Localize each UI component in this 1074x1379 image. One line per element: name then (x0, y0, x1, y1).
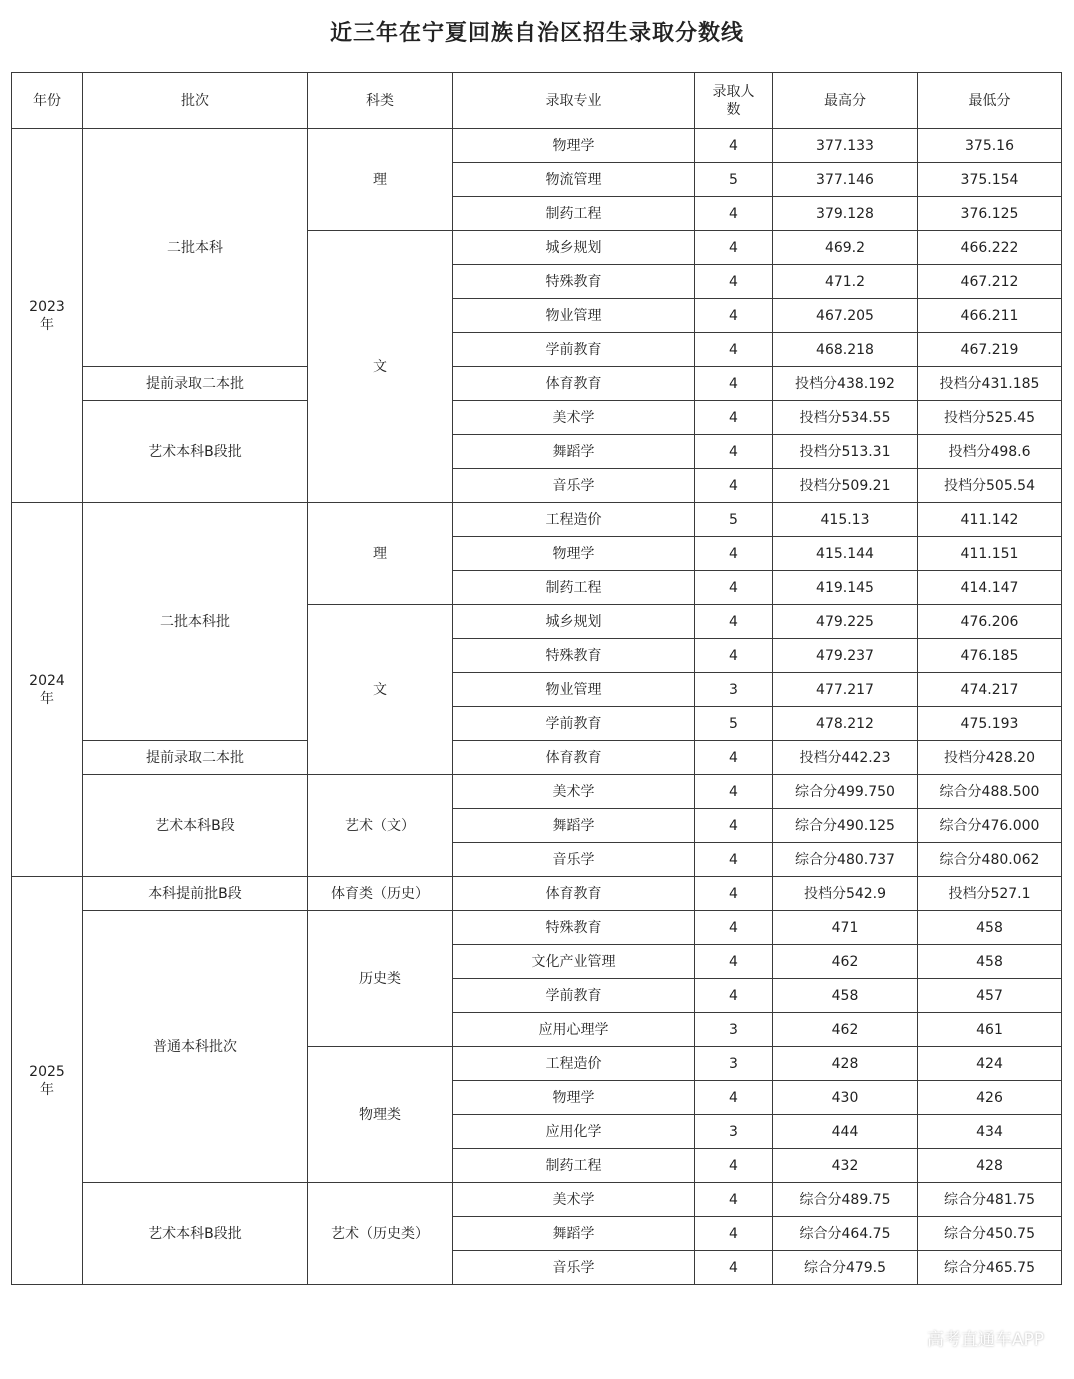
cell-min-score: 467.212 (918, 265, 1062, 299)
cell-major: 舞蹈学 (453, 809, 695, 843)
cell-batch: 艺术本科B段批 (83, 401, 308, 503)
cell-max-score: 462 (773, 1013, 918, 1047)
table-row (12, 877, 1062, 911)
cell-max-score: 467.205 (773, 299, 918, 333)
cell-major: 学前教育 (453, 707, 695, 741)
cell-min-score: 428 (918, 1149, 1062, 1183)
cell-max-score: 综合分464.75 (773, 1217, 918, 1251)
cell-min-score: 414.147 (918, 571, 1062, 605)
cell-max-score: 综合分499.750 (773, 775, 918, 809)
cell-min-score: 476.206 (918, 605, 1062, 639)
cell-batch: 二批本科批 (83, 503, 308, 741)
cell-max-score: 415.13 (773, 503, 918, 537)
page-title: 近三年在宁夏回族自治区招生录取分数线 (329, 21, 744, 46)
cell-min-score: 458 (918, 911, 1062, 945)
cell-min-score: 461 (918, 1013, 1062, 1047)
cell-count: 4 (695, 435, 773, 469)
table-row (12, 367, 1062, 401)
cell-max-score: 471 (773, 911, 918, 945)
cell-major: 物理学 (453, 1081, 695, 1115)
cell-count: 4 (695, 231, 773, 265)
cell-major: 音乐学 (453, 843, 695, 877)
cell-count: 3 (695, 673, 773, 707)
cell-category: 体育类（历史） (308, 877, 453, 911)
cell-min-score: 综合分476.000 (918, 809, 1062, 843)
cell-max-score: 444 (773, 1115, 918, 1149)
cell-min-score: 466.211 (918, 299, 1062, 333)
header-major: 录取专业 (453, 73, 695, 129)
cell-major: 特殊教育 (453, 911, 695, 945)
cell-min-score: 375.16 (918, 129, 1062, 163)
cell-major: 物流管理 (453, 163, 695, 197)
cell-major: 应用心理学 (453, 1013, 695, 1047)
cell-min-score: 综合分481.75 (918, 1183, 1062, 1217)
cell-major: 美术学 (453, 1183, 695, 1217)
table-row (12, 741, 1062, 775)
cell-major: 舞蹈学 (453, 1217, 695, 1251)
cell-max-score: 379.128 (773, 197, 918, 231)
cell-count: 4 (695, 129, 773, 163)
cell-min-score: 457 (918, 979, 1062, 1013)
cell-max-score: 471.2 (773, 265, 918, 299)
cell-batch: 二批本科 (83, 129, 308, 367)
cell-category: 物理类 (308, 1047, 453, 1183)
cell-max-score: 458 (773, 979, 918, 1013)
cell-count: 4 (695, 197, 773, 231)
cell-major: 制药工程 (453, 1149, 695, 1183)
header-year: 年份 (12, 73, 83, 129)
cell-max-score: 419.145 (773, 571, 918, 605)
cell-major: 城乡规划 (453, 231, 695, 265)
cell-batch: 提前录取二本批 (83, 741, 308, 775)
cell-major: 物业管理 (453, 299, 695, 333)
cell-min-score: 投档分498.6 (918, 435, 1062, 469)
cell-major: 特殊教育 (453, 639, 695, 673)
cell-category: 文 (308, 605, 453, 775)
admission-score-table (11, 72, 1062, 1285)
cell-count: 3 (695, 1013, 773, 1047)
cell-category: 理 (308, 503, 453, 605)
cell-count: 4 (695, 1183, 773, 1217)
cell-count: 4 (695, 1081, 773, 1115)
table-row (12, 1183, 1062, 1217)
cell-major: 舞蹈学 (453, 435, 695, 469)
header-min-score: 最低分 (918, 73, 1062, 129)
table-body (12, 129, 1062, 1285)
cell-max-score: 469.2 (773, 231, 918, 265)
cell-category: 文 (308, 231, 453, 503)
cell-max-score: 投档分534.55 (773, 401, 918, 435)
cell-count: 4 (695, 911, 773, 945)
cell-min-score: 411.151 (918, 537, 1062, 571)
cell-max-score: 462 (773, 945, 918, 979)
cell-major: 美术学 (453, 401, 695, 435)
cell-major: 文化产业管理 (453, 945, 695, 979)
cell-count: 4 (695, 1251, 773, 1285)
cell-count: 4 (695, 877, 773, 911)
cell-count: 4 (695, 571, 773, 605)
cell-major: 美术学 (453, 775, 695, 809)
cell-count: 5 (695, 707, 773, 741)
cell-count: 4 (695, 741, 773, 775)
cell-major: 学前教育 (453, 333, 695, 367)
cell-batch: 艺术本科B段 (83, 775, 308, 877)
cell-count: 4 (695, 265, 773, 299)
cell-count: 4 (695, 809, 773, 843)
cell-min-score: 476.185 (918, 639, 1062, 673)
cell-min-score: 综合分450.75 (918, 1217, 1062, 1251)
cell-min-score: 综合分480.062 (918, 843, 1062, 877)
cell-count: 4 (695, 945, 773, 979)
cell-major: 体育教育 (453, 367, 695, 401)
cell-min-score: 投档分527.1 (918, 877, 1062, 911)
cell-max-score: 投档分442.23 (773, 741, 918, 775)
cell-max-score: 377.133 (773, 129, 918, 163)
cell-min-score: 投档分431.185 (918, 367, 1062, 401)
cell-year: 2025年 (12, 877, 83, 1285)
cell-min-score: 466.222 (918, 231, 1062, 265)
table-row (12, 503, 1062, 537)
cell-min-score: 投档分428.20 (918, 741, 1062, 775)
cell-count: 4 (695, 469, 773, 503)
watermark: 高考直通车APP (926, 1330, 1044, 1350)
cell-category: 艺术（文） (308, 775, 453, 877)
cell-max-score: 投档分438.192 (773, 367, 918, 401)
cell-major: 物理学 (453, 129, 695, 163)
cell-count: 4 (695, 367, 773, 401)
cell-category: 理 (308, 129, 453, 231)
cell-count: 3 (695, 1115, 773, 1149)
cell-major: 体育教育 (453, 741, 695, 775)
cell-max-score: 479.237 (773, 639, 918, 673)
cell-min-score: 375.154 (918, 163, 1062, 197)
cell-max-score: 投档分542.9 (773, 877, 918, 911)
cell-count: 4 (695, 401, 773, 435)
header-count: 录取人数 (695, 73, 773, 129)
cell-batch: 提前录取二本批 (83, 367, 308, 401)
header-category: 科类 (308, 73, 453, 129)
table-row (12, 911, 1062, 945)
cell-min-score: 467.219 (918, 333, 1062, 367)
cell-min-score: 424 (918, 1047, 1062, 1081)
cell-major: 工程造价 (453, 1047, 695, 1081)
cell-max-score: 投档分509.21 (773, 469, 918, 503)
cell-max-score: 377.146 (773, 163, 918, 197)
cell-year: 2023年 (12, 129, 83, 503)
cell-count: 4 (695, 843, 773, 877)
cell-max-score: 432 (773, 1149, 918, 1183)
cell-max-score: 477.217 (773, 673, 918, 707)
cell-min-score: 376.125 (918, 197, 1062, 231)
table-row (12, 129, 1062, 163)
table-header-row (12, 73, 1062, 129)
cell-count: 3 (695, 1047, 773, 1081)
cell-min-score: 投档分505.54 (918, 469, 1062, 503)
cell-major: 制药工程 (453, 571, 695, 605)
table-row (12, 401, 1062, 435)
cell-batch: 本科提前批B段 (83, 877, 308, 911)
cell-min-score: 综合分488.500 (918, 775, 1062, 809)
cell-major: 物理学 (453, 537, 695, 571)
cell-max-score: 415.144 (773, 537, 918, 571)
cell-min-score: 综合分465.75 (918, 1251, 1062, 1285)
cell-min-score: 411.142 (918, 503, 1062, 537)
cell-max-score: 综合分489.75 (773, 1183, 918, 1217)
cell-max-score: 468.218 (773, 333, 918, 367)
cell-count: 4 (695, 1149, 773, 1183)
cell-major: 制药工程 (453, 197, 695, 231)
cell-major: 音乐学 (453, 1251, 695, 1285)
cell-max-score: 综合分490.125 (773, 809, 918, 843)
table-row (12, 775, 1062, 809)
cell-year: 2024年 (12, 503, 83, 877)
cell-count: 4 (695, 775, 773, 809)
cell-batch: 艺术本科B段批 (83, 1183, 308, 1285)
cell-major: 体育教育 (453, 877, 695, 911)
cell-count: 5 (695, 503, 773, 537)
cell-major: 工程造价 (453, 503, 695, 537)
cell-count: 4 (695, 333, 773, 367)
cell-count: 4 (695, 979, 773, 1013)
cell-count: 4 (695, 1217, 773, 1251)
cell-major: 特殊教育 (453, 265, 695, 299)
cell-count: 4 (695, 639, 773, 673)
cell-min-score: 474.217 (918, 673, 1062, 707)
cell-category: 历史类 (308, 911, 453, 1047)
cell-min-score: 475.193 (918, 707, 1062, 741)
cell-batch: 普通本科批次 (83, 911, 308, 1183)
cell-category: 艺术（历史类） (308, 1183, 453, 1285)
cell-major: 应用化学 (453, 1115, 695, 1149)
cell-max-score: 479.225 (773, 605, 918, 639)
cell-max-score: 综合分479.5 (773, 1251, 918, 1285)
cell-max-score: 430 (773, 1081, 918, 1115)
cell-count: 4 (695, 299, 773, 333)
cell-major: 学前教育 (453, 979, 695, 1013)
cell-max-score: 综合分480.737 (773, 843, 918, 877)
cell-min-score: 投档分525.45 (918, 401, 1062, 435)
cell-min-score: 426 (918, 1081, 1062, 1115)
cell-count: 4 (695, 605, 773, 639)
cell-max-score: 投档分513.31 (773, 435, 918, 469)
cell-major: 城乡规划 (453, 605, 695, 639)
header-batch: 批次 (83, 73, 308, 129)
cell-min-score: 458 (918, 945, 1062, 979)
cell-major: 音乐学 (453, 469, 695, 503)
cell-major: 物业管理 (453, 673, 695, 707)
header-max-score: 最高分 (773, 73, 918, 129)
cell-max-score: 428 (773, 1047, 918, 1081)
cell-count: 4 (695, 537, 773, 571)
cell-min-score: 434 (918, 1115, 1062, 1149)
cell-max-score: 478.212 (773, 707, 918, 741)
cell-count: 5 (695, 163, 773, 197)
